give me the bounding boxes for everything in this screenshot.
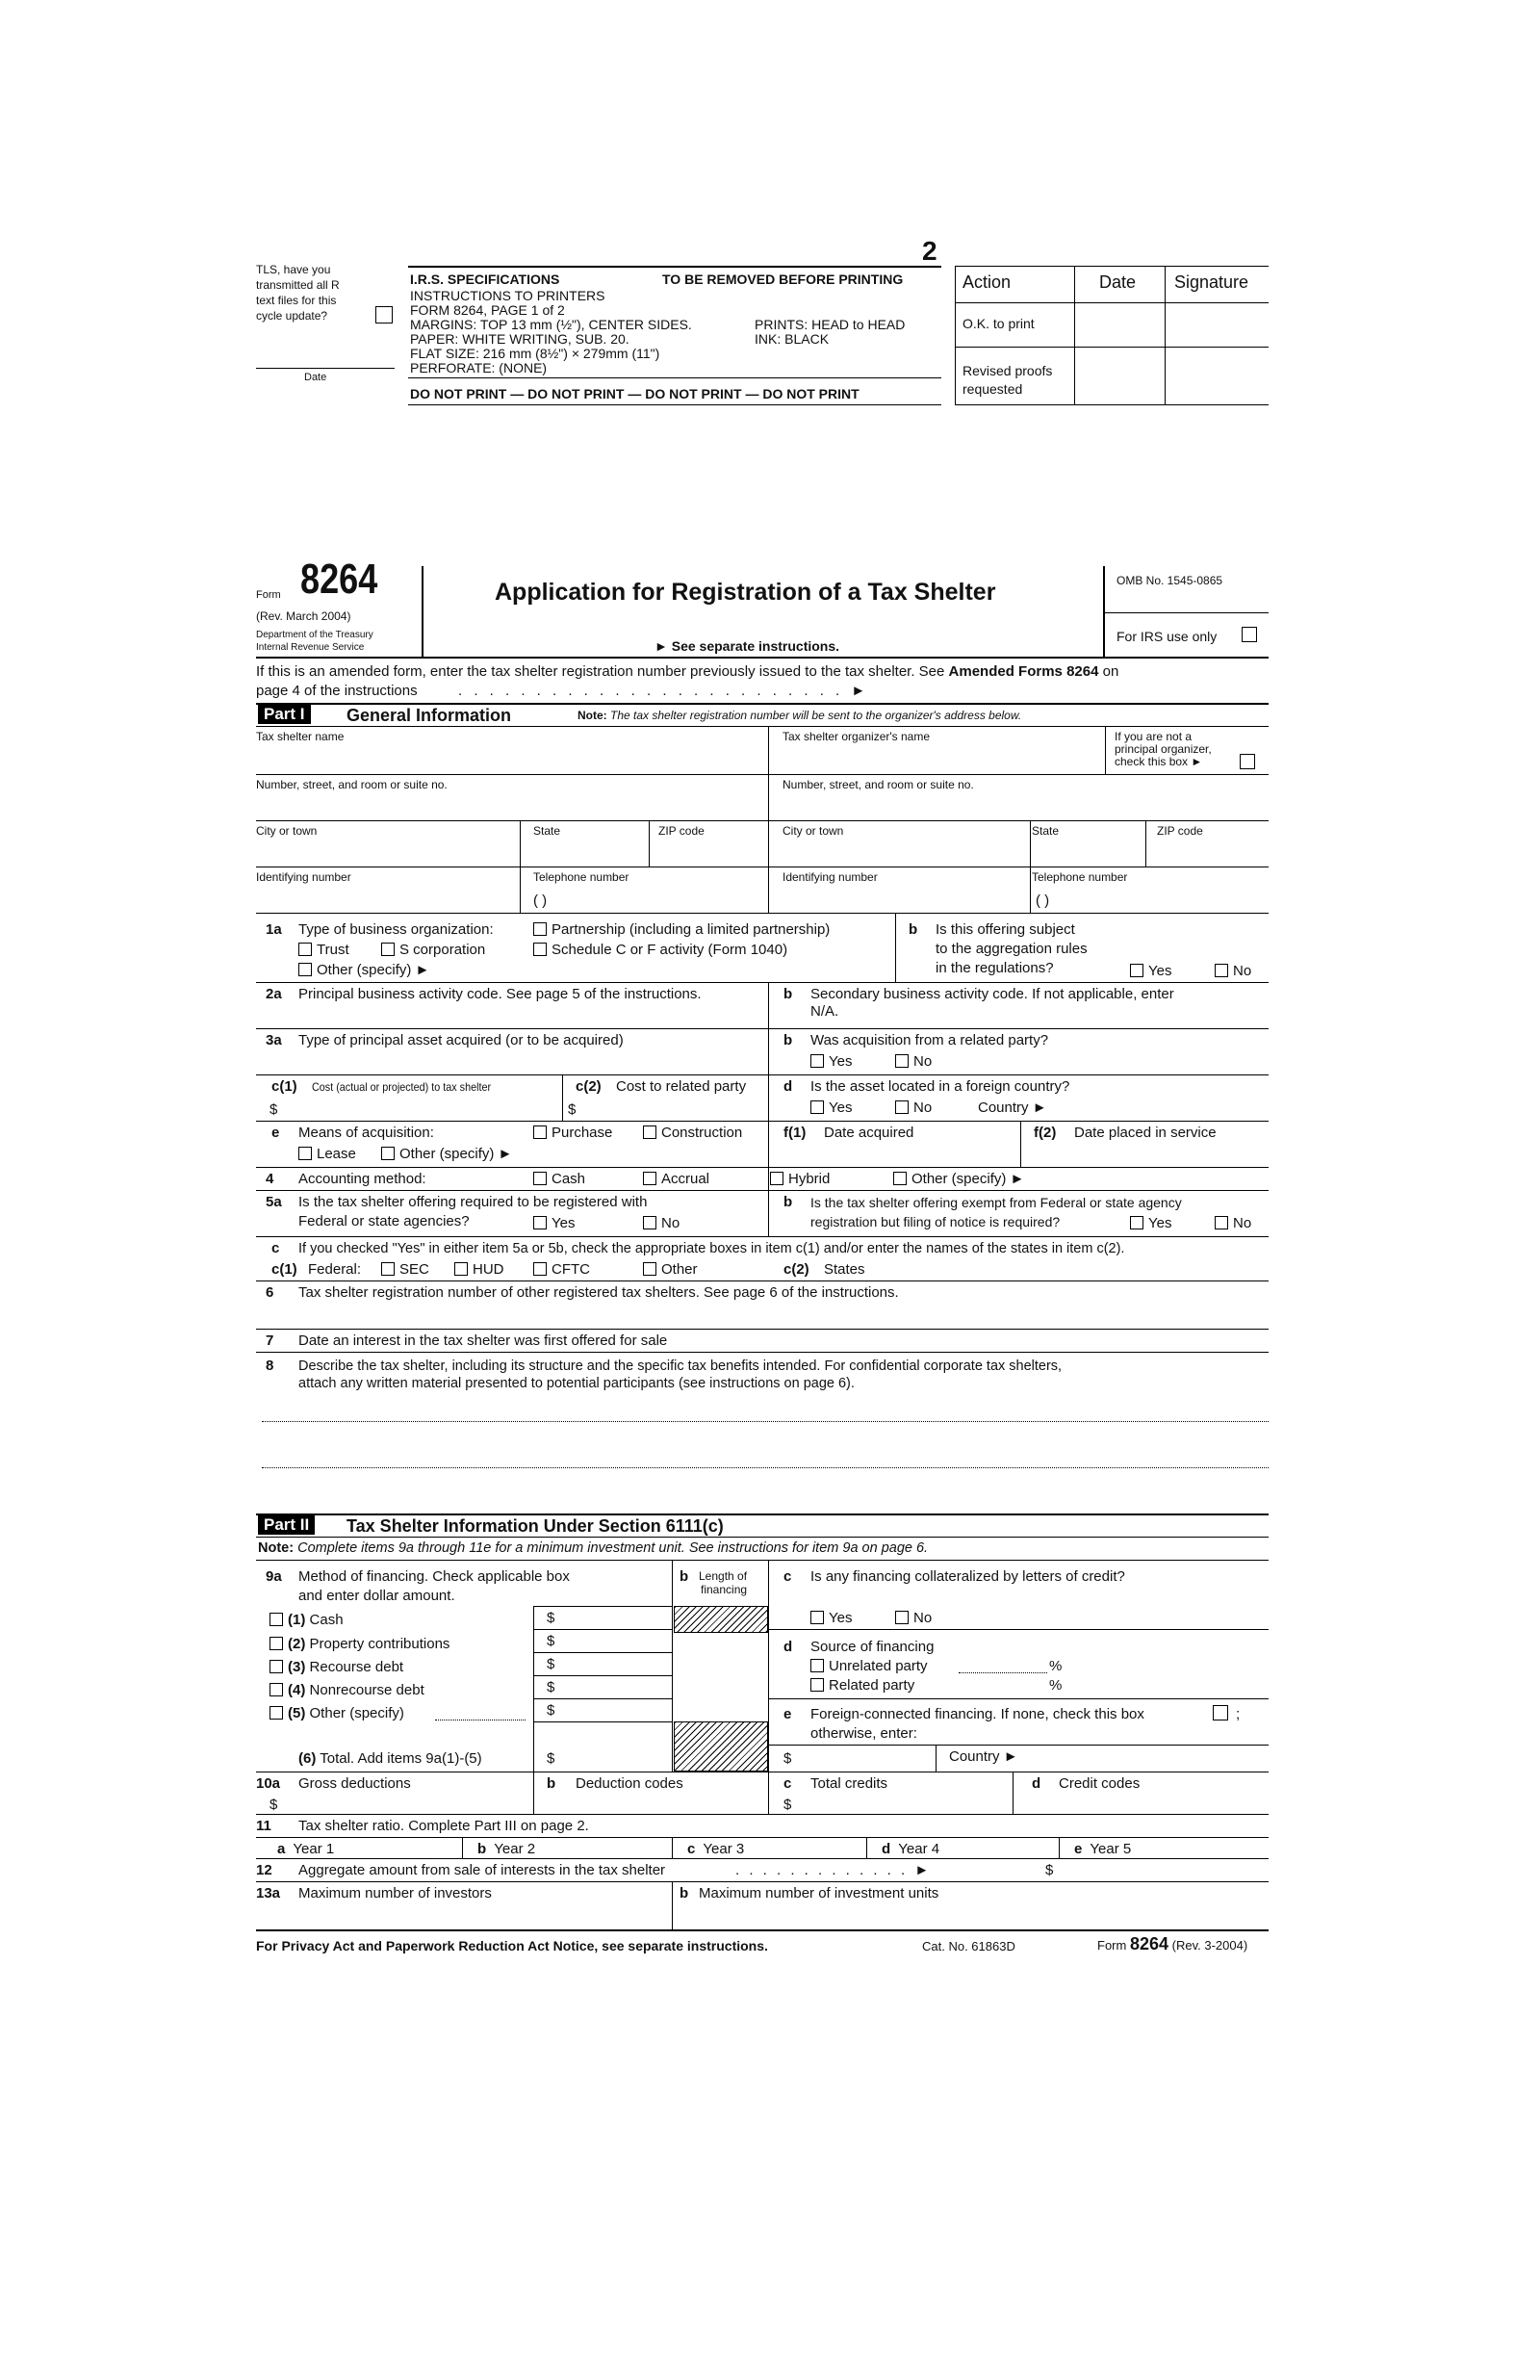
related-party-label: Related party xyxy=(829,1677,915,1694)
exempt-no-label: No xyxy=(1233,1215,1252,1231)
q10c-dollar: $ xyxy=(783,1797,792,1813)
trust-checkbox[interactable] xyxy=(298,943,312,956)
cash-checkbox[interactable] xyxy=(533,1172,547,1185)
financing-recourse-label: Recourse debt xyxy=(309,1659,404,1675)
q9e-country: Country ► xyxy=(949,1748,1018,1765)
q3c2-dollar: $ xyxy=(568,1101,577,1118)
collateral-yes-checkbox[interactable] xyxy=(810,1611,824,1624)
form-dept: Department of the Treasury xyxy=(256,630,373,640)
q12-dollar: $ xyxy=(1045,1862,1054,1878)
q3e-num: e xyxy=(271,1125,280,1141)
q9a-line-1: Method of financing. Check applicable box xyxy=(298,1568,570,1585)
tls-checkbox[interactable] xyxy=(375,306,393,323)
financing-other-label: Other (specify) xyxy=(309,1705,404,1721)
foreign-yes-label: Yes xyxy=(829,1099,853,1116)
accrual-label: Accrual xyxy=(661,1171,710,1187)
ok-to-print: O.K. to print xyxy=(962,316,1035,331)
q12-num: 12 xyxy=(256,1862,272,1878)
irs-use-label: For IRS use only xyxy=(1116,629,1218,644)
purchase-label: Purchase xyxy=(552,1125,613,1141)
q10d-label: Credit codes xyxy=(1059,1775,1141,1792)
q13b-label: Maximum number of investment units xyxy=(699,1885,939,1901)
related-no-checkbox[interactable] xyxy=(895,1054,909,1068)
related-no-label: No xyxy=(913,1053,933,1070)
state-label: State xyxy=(533,824,561,838)
q1b-line-2: to the aggregation rules xyxy=(936,941,1088,957)
method-other-checkbox[interactable] xyxy=(893,1172,907,1185)
collateral-yes-label: Yes xyxy=(829,1610,853,1626)
q9e-line-1: Foreign-connected financing. If none, check this box xyxy=(810,1706,1144,1722)
org-state-label: State xyxy=(1032,824,1060,838)
irs-use-checkbox[interactable] xyxy=(1242,627,1257,642)
q3c1-label: Cost (actual or projected) to tax shelter xyxy=(312,1080,492,1094)
related-yes-checkbox[interactable] xyxy=(810,1054,824,1068)
q9b-num: b xyxy=(680,1568,689,1585)
amended-text: If this is an amended form, enter the tax shelter registration number previously issued to the tax shelter. See xyxy=(256,663,949,680)
q12-label: Aggregate amount from sale of interests in the tax shelter xyxy=(298,1862,666,1878)
schedule-cf-label: Schedule C or F activity (Form 1040) xyxy=(552,942,788,958)
amended-forms-ref: Amended Forms 8264 xyxy=(948,663,1099,680)
collateral-no-checkbox[interactable] xyxy=(895,1611,909,1624)
form-word: Form xyxy=(256,589,281,601)
total-dollar: $ xyxy=(547,1750,555,1767)
q4-num: 4 xyxy=(266,1171,274,1187)
city-label: City or town xyxy=(256,824,318,838)
foreign-no-checkbox[interactable] xyxy=(895,1100,909,1114)
recourse-dollar: $ xyxy=(547,1656,555,1672)
exempt-no-checkbox[interactable] xyxy=(1215,1216,1228,1229)
q3f1-num: f(1) xyxy=(783,1125,807,1141)
financing-recourse-checkbox[interactable] xyxy=(270,1660,283,1673)
financing-nonrecourse-num: (4) xyxy=(288,1682,306,1698)
spec-title: I.R.S. SPECIFICATIONS xyxy=(410,272,560,287)
q9b-line-2: financing xyxy=(701,1583,748,1596)
spec-line-2: FORM 8264, PAGE 1 of 2 xyxy=(410,302,565,318)
q10a-dollar: $ xyxy=(270,1797,278,1813)
cash-label: Cash xyxy=(552,1171,586,1187)
organizer-name-label: Tax shelter organizer's name xyxy=(783,730,931,743)
org-other-checkbox[interactable] xyxy=(298,963,312,976)
org-phone-paren: ( ) xyxy=(1036,892,1050,909)
amended-page: page 4 of the instructions xyxy=(256,683,418,699)
nonrecourse-dollar: $ xyxy=(547,1679,555,1695)
q13a-num: 13a xyxy=(256,1885,281,1901)
aggregation-no-label: No xyxy=(1233,963,1252,979)
exempt-yes-checkbox[interactable] xyxy=(1130,1216,1143,1229)
financing-other-num: (5) xyxy=(288,1705,306,1721)
q2a-label: Principal business activity code. See page 5 of the instructions. xyxy=(298,986,702,1002)
shelter-name-label: Tax shelter name xyxy=(256,730,345,743)
q10b-num: b xyxy=(547,1775,556,1792)
q2a-num: 2a xyxy=(266,986,282,1002)
privacy-notice: For Privacy Act and Paperwork Reduction Act Notice, see separate instructions. xyxy=(256,1938,768,1953)
q1a-num: 1a xyxy=(266,921,282,938)
cash-dollar: $ xyxy=(547,1610,555,1626)
see-instructions: ► See separate instructions. xyxy=(654,638,840,654)
property-dollar: $ xyxy=(547,1633,555,1649)
scorp-checkbox[interactable] xyxy=(381,943,395,956)
q1b-line-3: in the regulations? xyxy=(936,960,1054,976)
q5c1-num: c(1) xyxy=(271,1261,297,1278)
spec-line-4: PAPER: WHITE WRITING, SUB. 20. xyxy=(410,331,629,347)
related-pct: % xyxy=(1049,1677,1063,1694)
federal-label: Federal: xyxy=(308,1261,362,1278)
financing-total-label: Total. Add items 9a(1)-(5) xyxy=(320,1750,482,1767)
not-principal-1: If you are not a xyxy=(1115,730,1193,743)
q3b-num: b xyxy=(783,1032,793,1048)
year4-num: d xyxy=(882,1841,891,1857)
financing-recourse-num: (3) xyxy=(288,1659,306,1675)
tls-line-3: text files for this xyxy=(256,294,337,307)
construction-checkbox[interactable] xyxy=(643,1125,656,1139)
org-phone-label: Telephone number xyxy=(1032,870,1128,884)
cat-number: Cat. No. 61863D xyxy=(922,1939,1015,1953)
year5-num: e xyxy=(1074,1841,1083,1857)
q8-line-1: Describe the tax shelter, including its structure and the specific tax benefits intended. For confidential corporate tax shelters, xyxy=(298,1358,1063,1374)
q5b-line-2: registration but filing of notice is required? xyxy=(810,1214,1061,1229)
q5c-num: c xyxy=(271,1240,280,1256)
q3b-label: Was acquisition from a related party? xyxy=(810,1032,1049,1048)
unrelated-party-label: Unrelated party xyxy=(829,1658,928,1674)
financing-property-label: Property contributions xyxy=(309,1636,450,1652)
q3a-label: Type of principal asset acquired (or to be acquired) xyxy=(298,1032,624,1048)
phone-label: Telephone number xyxy=(533,870,629,884)
street-label: Number, street, and room or suite no. xyxy=(256,778,448,791)
q9c-label: Is any financing collateralized by letters of credit? xyxy=(810,1568,1125,1585)
aggregation-no-checkbox[interactable] xyxy=(1215,964,1228,977)
q9e-line-2: otherwise, enter: xyxy=(810,1725,917,1742)
form-rev: (Rev. March 2004) xyxy=(256,609,351,623)
not-principal-2: principal organizer, xyxy=(1115,742,1212,756)
foreign-financing-checkbox[interactable] xyxy=(1213,1705,1228,1720)
q1a-label: Type of business organization: xyxy=(298,921,494,938)
cftc-checkbox[interactable] xyxy=(533,1262,547,1276)
financing-property-num: (2) xyxy=(288,1636,306,1652)
agency-other-checkbox[interactable] xyxy=(643,1262,656,1276)
action-header: Action xyxy=(962,272,1012,292)
q5b-line-1: Is the tax shelter offering exempt from Federal or state agency xyxy=(810,1195,1182,1210)
sec-label: SEC xyxy=(399,1261,429,1278)
q9b-line-1: Length of xyxy=(699,1569,748,1583)
footer-form-word: Form xyxy=(1097,1938,1127,1953)
part2-note-label: Note: xyxy=(258,1540,295,1556)
signature-header: Signature xyxy=(1174,272,1249,292)
q11-num: 11 xyxy=(256,1818,271,1834)
q4-label: Accounting method: xyxy=(298,1171,426,1187)
q1b-line-1: Is this offering subject xyxy=(936,921,1075,938)
accrual-checkbox[interactable] xyxy=(643,1172,656,1185)
year1-label: Year 1 xyxy=(293,1841,335,1857)
purchase-checkbox[interactable] xyxy=(533,1125,547,1139)
q3d-num: d xyxy=(783,1078,793,1095)
q2b-num: b xyxy=(783,986,793,1002)
partnership-checkbox[interactable] xyxy=(533,922,547,936)
foreign-country-label: Country ► xyxy=(978,1099,1047,1116)
hatch-bottom xyxy=(674,1721,768,1772)
unrelated-party-checkbox[interactable] xyxy=(810,1659,824,1672)
related-yes-label: Yes xyxy=(829,1053,853,1070)
q5a-line-1: Is the tax shelter offering required to be registered with xyxy=(298,1194,648,1210)
not-principal-checkbox[interactable] xyxy=(1240,754,1255,769)
required-no-label: No xyxy=(661,1215,680,1231)
hybrid-label: Hybrid xyxy=(788,1171,831,1187)
financing-property-checkbox[interactable] xyxy=(270,1637,283,1650)
q13a-label: Maximum number of investors xyxy=(298,1885,492,1901)
q3a-num: 3a xyxy=(266,1032,282,1048)
required-yes-label: Yes xyxy=(552,1215,576,1231)
q5b-num: b xyxy=(783,1194,793,1210)
sec-checkbox[interactable] xyxy=(381,1262,395,1276)
form-number: 8264 xyxy=(300,556,378,603)
lease-label: Lease xyxy=(317,1146,356,1162)
year4-label: Year 4 xyxy=(898,1841,940,1857)
q9a-line-2: and enter dollar amount. xyxy=(298,1588,455,1604)
org-other-label: Other (specify) ► xyxy=(317,962,430,978)
year3-label: Year 3 xyxy=(703,1841,745,1857)
q7-num: 7 xyxy=(266,1332,274,1349)
part1-title: General Information xyxy=(346,706,512,725)
part1-note-label: Note: xyxy=(578,709,607,722)
part2-note: Complete items 9a through 11e for a minimum investment unit. See instructions for item 9a on page 6. xyxy=(294,1540,929,1556)
spec-page-number: 2 xyxy=(922,236,937,266)
year3-num: c xyxy=(687,1841,696,1857)
q5a-num: 5a xyxy=(266,1194,282,1210)
spec-line-1: INSTRUCTIONS TO PRINTERS xyxy=(410,288,605,303)
financing-cash-checkbox[interactable] xyxy=(270,1613,283,1626)
q3f2-label: Date placed in service xyxy=(1074,1125,1217,1141)
required-yes-checkbox[interactable] xyxy=(533,1216,547,1229)
q10a-num: 10a xyxy=(256,1775,281,1792)
q13b-num: b xyxy=(680,1885,689,1901)
financing-cash-label: Cash xyxy=(309,1612,344,1628)
amended-on: on xyxy=(1098,663,1119,680)
collateral-no-label: No xyxy=(913,1610,933,1626)
aggregation-yes-checkbox[interactable] xyxy=(1130,964,1143,977)
tls-line-4: cycle update? xyxy=(256,309,328,323)
q5c2-num: c(2) xyxy=(783,1261,809,1278)
footer-form-number: 8264 xyxy=(1129,1934,1169,1953)
q10c-label: Total credits xyxy=(810,1775,888,1792)
construction-label: Construction xyxy=(661,1125,743,1141)
part2-title: Tax Shelter Information Under Section 6111(c) xyxy=(346,1516,724,1536)
financing-nonrecourse-label: Nonrecourse debt xyxy=(309,1682,424,1698)
year2-num: b xyxy=(477,1841,487,1857)
q8-num: 8 xyxy=(266,1358,274,1374)
year2-label: Year 2 xyxy=(494,1841,536,1857)
required-no-checkbox[interactable] xyxy=(643,1216,656,1229)
financing-cash-num: (1) xyxy=(288,1612,306,1628)
spec-line-3: MARGINS: TOP 13 mm (½"), CENTER SIDES. xyxy=(410,317,692,332)
q12-dots: . . . . . . . . . . . . . ► xyxy=(735,1862,933,1878)
states-label: States xyxy=(824,1261,865,1278)
q3c1-num: c(1) xyxy=(271,1078,297,1095)
acq-other-checkbox[interactable] xyxy=(381,1147,395,1160)
q8-answer-line-1[interactable] xyxy=(262,1421,1269,1422)
lease-checkbox[interactable] xyxy=(298,1147,312,1160)
amended-dots: . . . . . . . . . . . . . . . . . . . . . . . . . ► xyxy=(458,683,870,699)
scorp-label: S corporation xyxy=(399,942,486,958)
method-other-label: Other (specify) ► xyxy=(911,1171,1025,1187)
q5c-label: If you checked "Yes" in either item 5a or 5b, check the appropriate boxes in item c(1) and/or enter the names of the states in item c(2). xyxy=(298,1241,1125,1256)
spec-prints: PRINTS: HEAD to HEAD xyxy=(755,317,906,332)
q3f1-label: Date acquired xyxy=(824,1125,914,1141)
org-street-label: Number, street, and room or suite no. xyxy=(783,778,974,791)
part1-note: The tax shelter registration number will be sent to the organizer's address below. xyxy=(606,709,1022,722)
q2b-line-2: N/A. xyxy=(810,1003,839,1020)
spec-date-label: Date xyxy=(304,372,327,383)
form-title: Application for Registration of a Tax Shelter xyxy=(495,579,996,606)
q5a-line-2: Federal or state agencies? xyxy=(298,1213,470,1229)
phone-paren: ( ) xyxy=(533,892,548,909)
hud-checkbox[interactable] xyxy=(454,1262,468,1276)
hud-label: HUD xyxy=(473,1261,504,1278)
q9d-num: d xyxy=(783,1639,793,1655)
hatch-top xyxy=(674,1606,768,1633)
schedule-cf-checkbox[interactable] xyxy=(533,943,547,956)
q7-label: Date an interest in the tax shelter was first offered for sale xyxy=(298,1332,668,1349)
tls-line-2: transmitted all R xyxy=(256,278,340,292)
part2-label: Part II xyxy=(258,1515,315,1535)
related-party-checkbox[interactable] xyxy=(810,1678,824,1692)
q1b-num: b xyxy=(909,921,918,938)
spec-remove-note: TO BE REMOVED BEFORE PRINTING xyxy=(662,272,904,287)
spec-line-6: PERFORATE: (NONE) xyxy=(410,360,548,375)
q9a-num: 9a xyxy=(266,1568,282,1585)
id-number-label: Identifying number xyxy=(256,870,351,884)
q10c-num: c xyxy=(783,1775,792,1792)
trust-label: Trust xyxy=(317,942,349,958)
q3c2-label: Cost to related party xyxy=(616,1078,747,1095)
q9e-semicolon: ; xyxy=(1236,1706,1241,1722)
cftc-label: CFTC xyxy=(552,1261,590,1278)
acq-other-label: Other (specify) ► xyxy=(399,1146,513,1162)
q6-label: Tax shelter registration number of other registered tax shelters. See page 6 of the instructions. xyxy=(298,1284,899,1301)
zip-label: ZIP code xyxy=(658,824,705,838)
year5-label: Year 5 xyxy=(1090,1841,1132,1857)
form-irs: Internal Revenue Service xyxy=(256,642,365,653)
q10b-label: Deduction codes xyxy=(576,1775,683,1792)
partnership-label: Partnership (including a limited partnership) xyxy=(552,921,831,938)
q6-num: 6 xyxy=(266,1284,274,1301)
unrelated-pct: % xyxy=(1049,1658,1063,1674)
q3c1-dollar: $ xyxy=(270,1101,278,1118)
q3c2-num: c(2) xyxy=(576,1078,602,1095)
tls-line-1: TLS, have you xyxy=(256,263,331,276)
org-zip-label: ZIP code xyxy=(1157,824,1203,838)
q8-answer-line-2[interactable] xyxy=(262,1467,1269,1468)
q2b-line-1: Secondary business activity code. If not applicable, enter xyxy=(810,986,1174,1002)
part1-label: Part I xyxy=(258,705,311,724)
footer-rev: (Rev. 3-2004) xyxy=(1171,1938,1248,1953)
foreign-no-label: No xyxy=(913,1099,933,1116)
date-header: Date xyxy=(1099,272,1137,292)
q9e-dollar: $ xyxy=(783,1750,792,1767)
q11-label: Tax shelter ratio. Complete Part III on page 2. xyxy=(298,1818,589,1834)
other-dollar: $ xyxy=(547,1702,555,1719)
year1-num: a xyxy=(277,1841,286,1857)
financing-other-checkbox[interactable] xyxy=(270,1706,283,1720)
q8-line-2: attach any written material presented to potential participants (see instructions on page 6). xyxy=(298,1376,855,1391)
financing-nonrecourse-checkbox[interactable] xyxy=(270,1683,283,1696)
spec-ink: INK: BLACK xyxy=(755,331,830,347)
aggregation-yes-label: Yes xyxy=(1148,963,1172,979)
agency-other-label: Other xyxy=(661,1261,698,1278)
q9e-num: e xyxy=(783,1706,792,1722)
not-principal-3: check this box ► xyxy=(1115,755,1203,768)
q3f2-num: f(2) xyxy=(1034,1125,1057,1141)
revised-proofs: Revised proofs requested xyxy=(962,363,1053,397)
financing-total-num: (6) xyxy=(298,1750,317,1767)
q10d-num: d xyxy=(1032,1775,1041,1792)
org-city-label: City or town xyxy=(783,824,844,838)
exempt-yes-label: Yes xyxy=(1148,1215,1172,1231)
org-id-number-label: Identifying number xyxy=(783,870,878,884)
hybrid-checkbox[interactable] xyxy=(770,1172,783,1185)
q10a-label: Gross deductions xyxy=(298,1775,411,1792)
spec-line-5: FLAT SIZE: 216 mm (8½") × 279mm (11") xyxy=(410,346,660,361)
omb-number: OMB No. 1545-0865 xyxy=(1116,574,1223,587)
foreign-yes-checkbox[interactable] xyxy=(810,1100,824,1114)
q9d-label: Source of financing xyxy=(810,1639,935,1655)
spec-do-not-print: DO NOT PRINT — DO NOT PRINT — DO NOT PRINT — DO NOT PRINT xyxy=(410,386,860,401)
q3e-label: Means of acquisition: xyxy=(298,1125,434,1141)
q3d-label: Is the asset located in a foreign country? xyxy=(810,1078,1070,1095)
q9c-num: c xyxy=(783,1568,792,1585)
